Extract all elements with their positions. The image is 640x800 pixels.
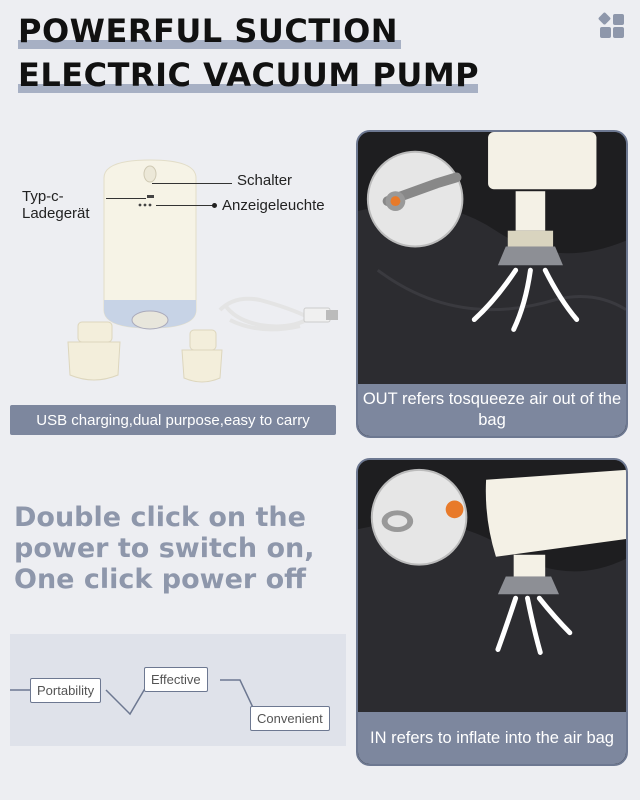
usb-port-callout-line xyxy=(106,198,146,199)
usb-port-label xyxy=(22,188,90,222)
nozzle-adapter-small xyxy=(182,330,222,382)
features-panel xyxy=(10,634,346,746)
switch-callout-line xyxy=(152,183,232,184)
page-title-line-2: ELECTRIC VACUUM PUMP xyxy=(18,56,480,94)
indicator-label: Anzeigeleuchte xyxy=(222,197,325,214)
usb-port-label-line-1: Typ-c- xyxy=(22,188,64,205)
out-mode-card xyxy=(356,130,628,438)
out-mode-caption: OUT refers tosqueeze air out of the bag xyxy=(358,384,626,436)
feature-tag-portability: Portability xyxy=(30,678,101,703)
product-illustration xyxy=(60,150,350,390)
in-mode-card xyxy=(356,458,628,766)
feature-tag-convenient: Convenient xyxy=(250,706,330,731)
instruction-line-2: power to switch on, xyxy=(14,533,315,564)
feature-tag-effective: Effective xyxy=(144,667,208,692)
indicator-callout-line xyxy=(156,205,216,206)
switch-label: Schalter xyxy=(237,172,293,189)
usb-cable xyxy=(220,299,310,330)
instruction-line-3: One click power off xyxy=(14,564,307,595)
nozzle-adapter-large xyxy=(68,322,120,380)
in-mode-caption: IN refers to inflate into the air bag xyxy=(358,712,626,764)
instruction-line-1: Double click on the xyxy=(14,502,306,533)
usb-charging-banner: USB charging,dual purpose,easy to carry xyxy=(10,405,336,435)
indicator-callout-dot xyxy=(212,203,217,208)
pump-body xyxy=(104,160,196,329)
usb-port-label-line-2: Ladegerät xyxy=(22,205,90,222)
page-title-line-1: POWERFUL SUCTION xyxy=(18,12,399,50)
grid-logo-icon xyxy=(598,12,626,40)
